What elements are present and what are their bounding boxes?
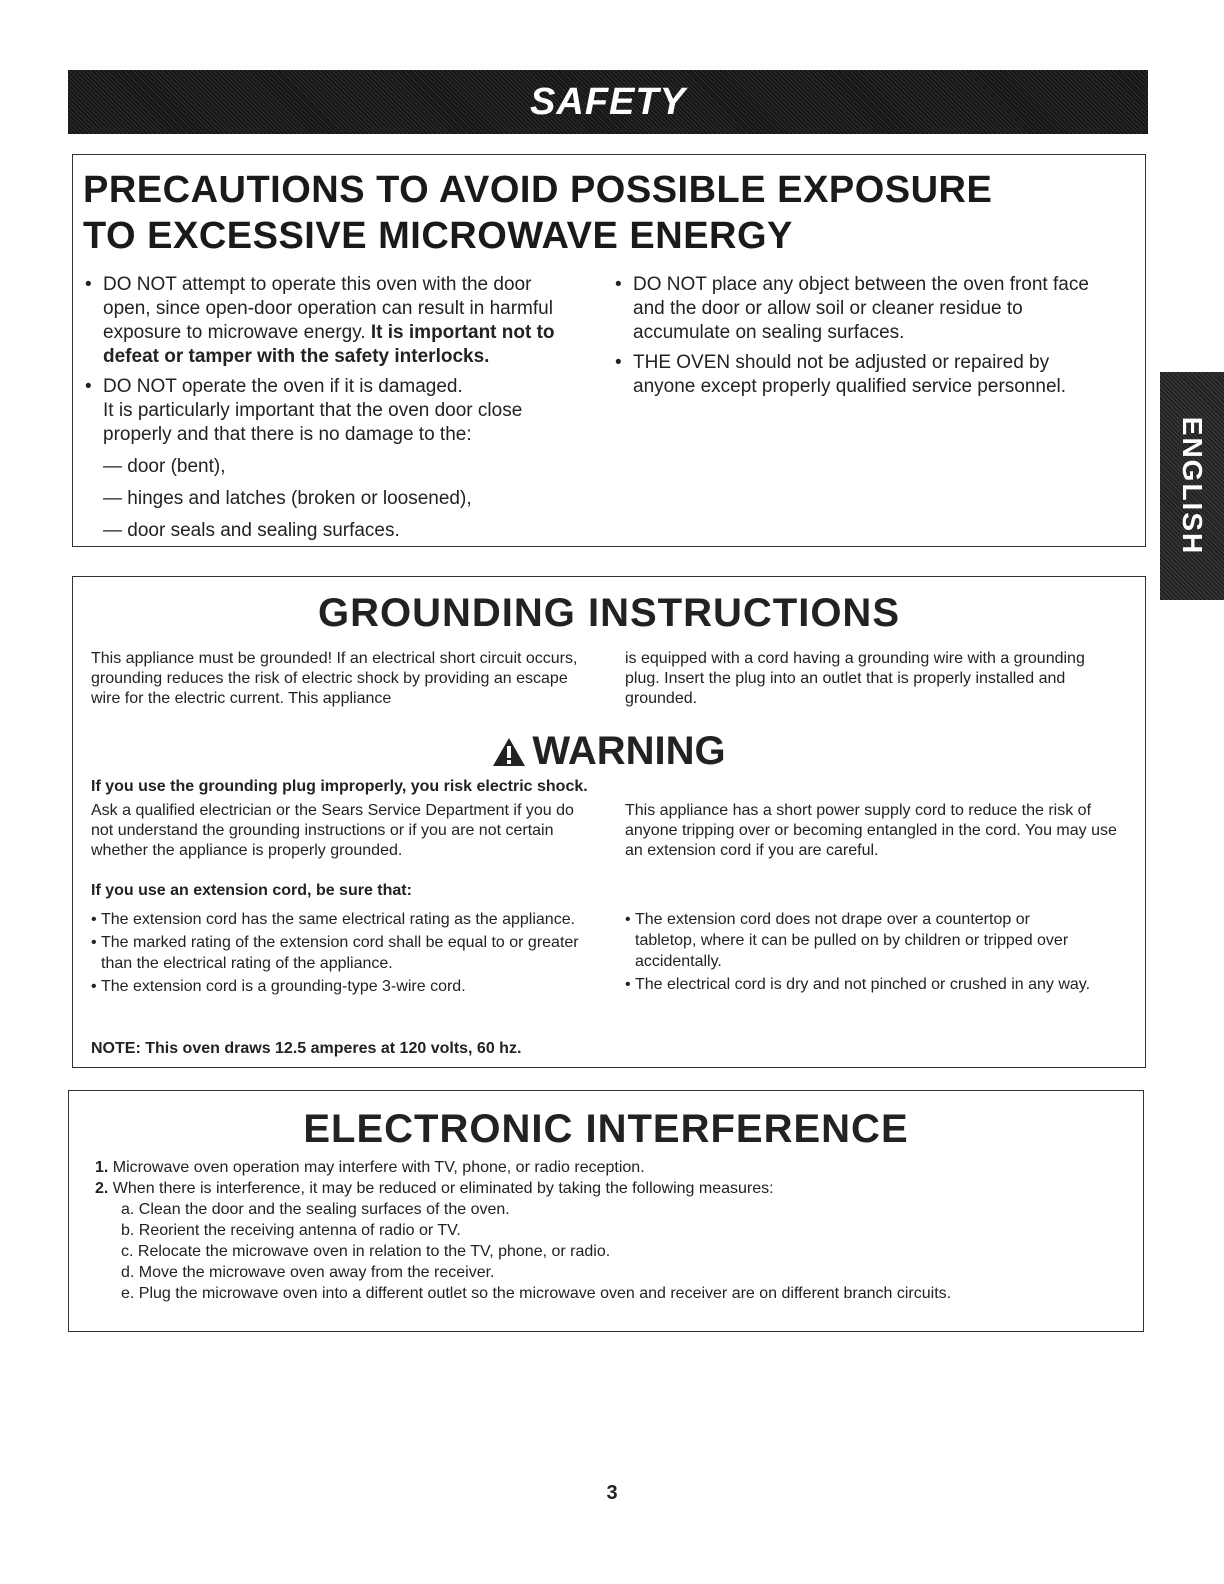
page-number: 3 [606, 1482, 618, 1504]
precautions-title-line1: PRECAUTIONS TO AVOID POSSIBLE EXPOSURE [83, 169, 993, 211]
precautions-title-line2: TO EXCESSIVE MICROWAVE ENERGY [83, 215, 793, 257]
list-item: • The electrical cord is dry and not pinched or crushed in any way. [625, 976, 1091, 993]
damage-intro: It is particularly important that the oven door close properly and that there is no damage to the: [103, 400, 523, 445]
list-item: • The marked rating of the extension cord shall be equal to or greater than the electrical rating of the appliance. [91, 934, 579, 972]
grounding-section [72, 576, 1146, 1068]
precaution-bullet-door-open: • DO NOT attempt to operate this oven with the door open, since open-door operation can result in harmful exposure to microwave energy. It is important not to defeat or tamper with the safety interlocks. [85, 274, 555, 367]
extension-left-list [91, 909, 591, 999]
bullet-icon: • [85, 274, 92, 295]
bullet-icon: • [91, 934, 97, 951]
list-item: 2. When there is interference, it may be reduced or eliminated by taking the following measures: [95, 1180, 774, 1197]
precautions-left-column [83, 273, 573, 543]
bullet-icon: • [615, 352, 622, 373]
banner-title: SAFETY [530, 80, 686, 123]
precautions-section [72, 154, 1146, 547]
list-item: a. Clean the door and the sealing surfaces of the oven. [121, 1201, 510, 1218]
list-item: e. Plug the microwave oven into a different outlet so the microwave oven and receiver are on different branch circuits. [121, 1285, 952, 1302]
list-item: b. Reorient the receiving antenna of radio or TV. [121, 1222, 461, 1239]
list-item: • The extension cord does not drape over a countertop or tabletop, where it can be pulled on by children or tripped over accidentally. [625, 911, 1069, 970]
extension-right-list [625, 909, 1095, 997]
warning-triangle-icon [492, 737, 526, 767]
precaution-bullet-repair: • THE OVEN should not be adjusted or repaired by anyone except properly qualified service personnel. [615, 352, 1067, 397]
language-tab [1160, 372, 1224, 600]
language-tab-label: ENGLISH [1177, 416, 1208, 556]
warning-heading [73, 729, 1145, 774]
list-item: 1. Microwave oven operation may interfere with TV, phone, or radio reception. [95, 1159, 645, 1176]
warning-left-paragraph: Ask a qualified electrician or the Sears Service Department if you do not understand the grounding instructions or if you are not certain whether the appliance is properly grounded. [91, 802, 574, 859]
interference-title: ELECTRONIC INTERFERENCE [303, 1107, 909, 1151]
damage-item-door: — door (bent), [103, 456, 226, 477]
precaution-bullet-damaged: • DO NOT operate the oven if it is damaged. [85, 376, 463, 397]
interlock-warning: It is important not to defeat or tamper with the safety interlocks. [103, 322, 555, 367]
warning-title: WARNING [532, 729, 726, 773]
extension-cord-heading: If you use an extension cord, be sure that: [91, 882, 412, 899]
safety-banner [68, 70, 1148, 134]
interference-section [68, 1090, 1144, 1332]
bullet-icon: • [85, 376, 92, 397]
warning-subtitle: If you use the grounding plug improperly, you risk electric shock. [91, 778, 588, 795]
warning-right-paragraph: This appliance has a short power supply cord to reduce the risk of anyone tripping over or becoming entangled in the cord. You may use an extension cord if you are careful. [625, 802, 1117, 859]
list-item: d. Move the microwave oven away from the receiver. [121, 1264, 495, 1281]
precautions-right-column [613, 273, 1093, 405]
bullet-icon: • [615, 274, 622, 295]
bullet-icon: • [91, 911, 97, 928]
power-note: NOTE: This oven draws 12.5 amperes at 120 volts, 60 hz. [91, 1040, 522, 1057]
interference-list [95, 1157, 1125, 1304]
list-item: • The extension cord has the same electrical rating as the appliance. [91, 911, 576, 928]
grounding-title: GROUNDING INSTRUCTIONS [318, 591, 900, 635]
precaution-bullet-object: • DO NOT place any object between the oven front face and the door or allow soil or cleaner residue to accumulate on sealing surfaces. [615, 274, 1089, 343]
bullet-icon: • [91, 978, 97, 995]
list-item: • The extension cord is a grounding-type 3-wire cord. [91, 978, 466, 995]
precautions-title [83, 167, 992, 259]
bullet-icon: • [625, 976, 631, 993]
damage-item-seals: — door seals and sealing surfaces. [103, 520, 400, 541]
bullet-icon: • [625, 911, 631, 928]
grounding-left-paragraph: This appliance must be grounded! If an electrical short circuit occurs, grounding reduces the risk of electric shock by providing an escape wire for the electric current. This appliance [91, 650, 578, 707]
damage-item-hinges: — hinges and latches (broken or loosened), [103, 488, 472, 509]
list-item: c. Relocate the microwave oven in relation to the TV, phone, or radio. [121, 1243, 611, 1260]
grounding-right-paragraph: is equipped with a cord having a grounding wire with a grounding plug. Insert the plug into an outlet that is properly installed and grounded. [625, 650, 1085, 707]
